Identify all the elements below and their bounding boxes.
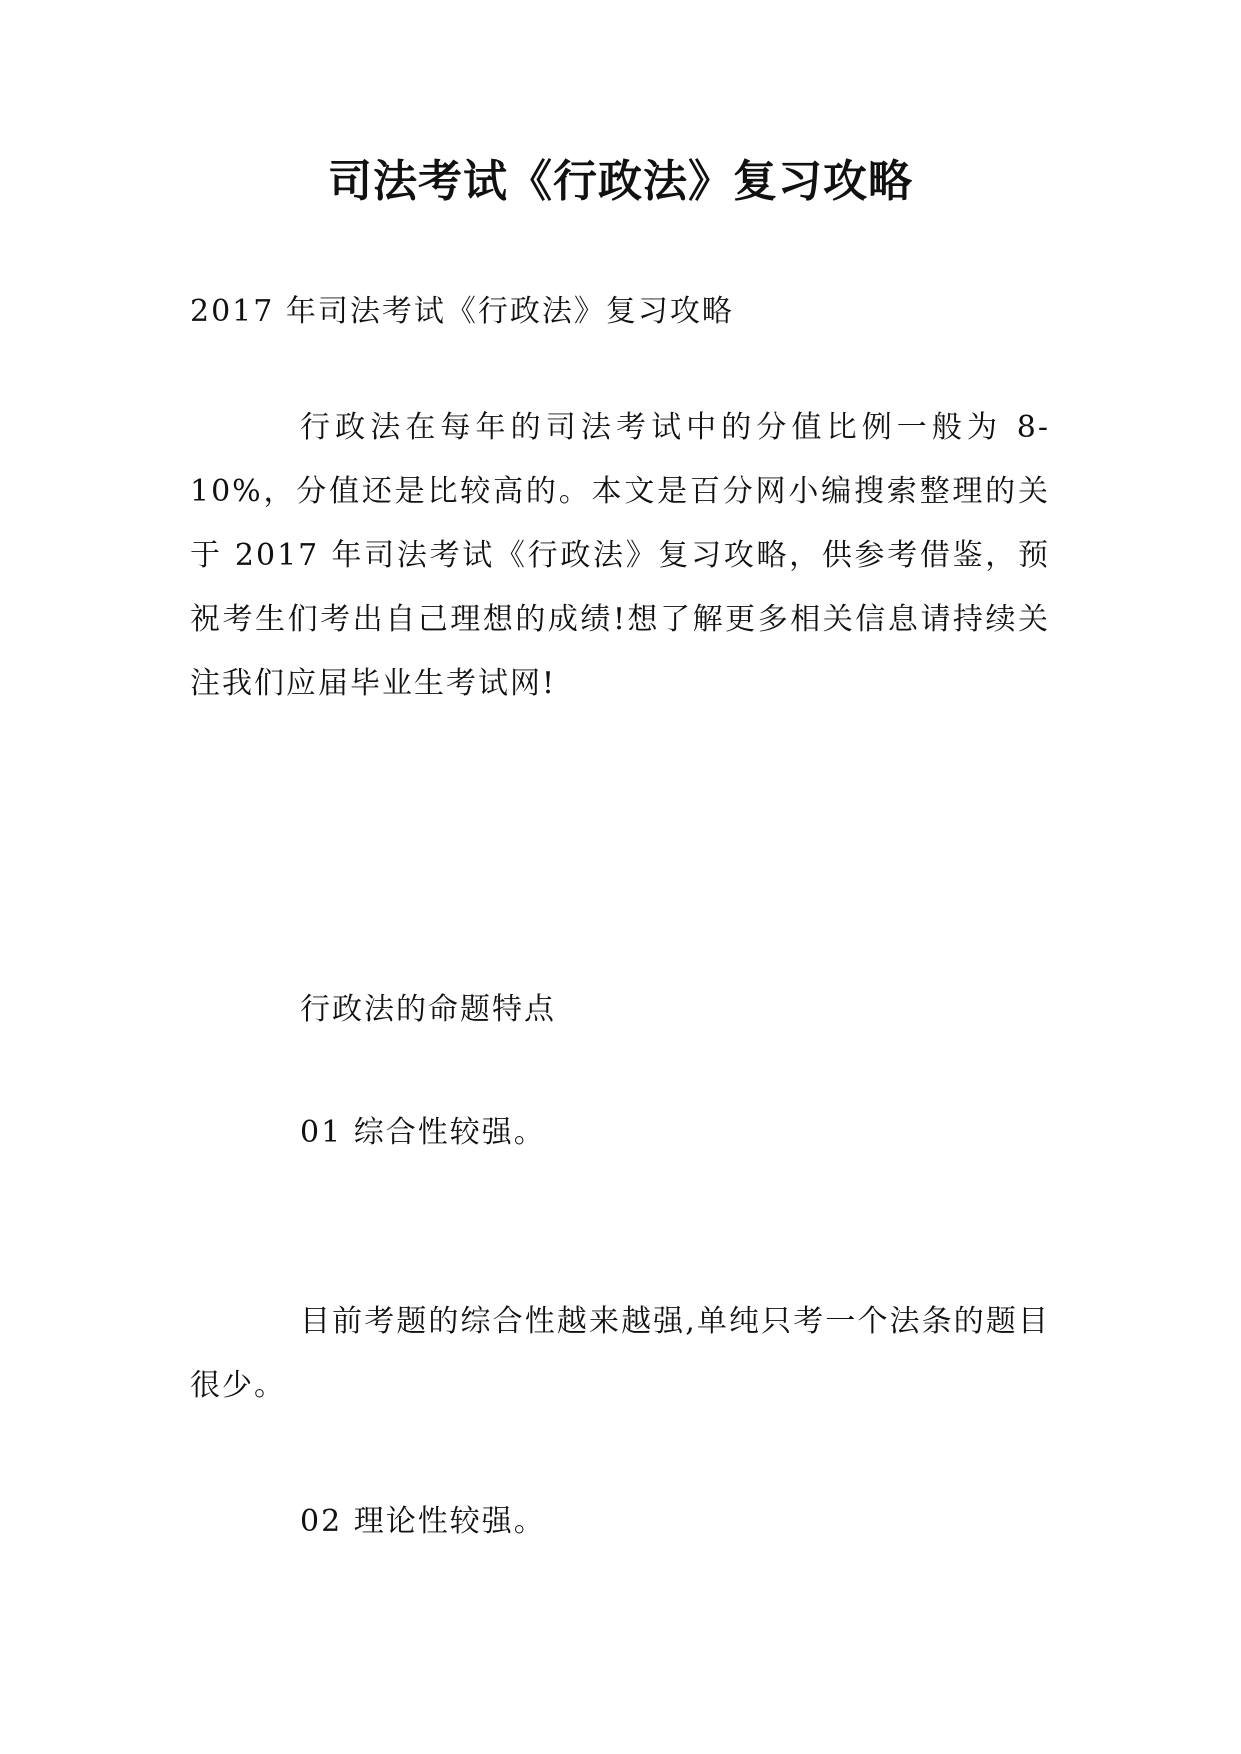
document-title: 司法考试《行政法》复习攻略 <box>328 156 913 207</box>
intro-paragraph: 行政法在每年的司法考试中的分值比例一般为 8-10%，分值还是比较高的。本文是百分网小编搜索整理的关于 2017 年司法考试《行政法》复习攻略，供参考借鉴，预祝考生们考出自己理想的成绩!想了解更多相关信息请持续关注我们应届毕业生考试网! <box>190 410 1050 701</box>
point-1-paragraph: 目前考题的综合性越来越强,单纯只考一个法条的题目很少。 <box>190 1304 1050 1403</box>
point-2-heading: 02 理论性较强。 <box>300 1504 546 1539</box>
section-heading: 行政法的命题特点 <box>300 992 556 1027</box>
document-subtitle: 2017 年司法考试《行政法》复习攻略 <box>190 294 734 329</box>
point-1-heading: 01 综合性较强。 <box>300 1115 546 1150</box>
